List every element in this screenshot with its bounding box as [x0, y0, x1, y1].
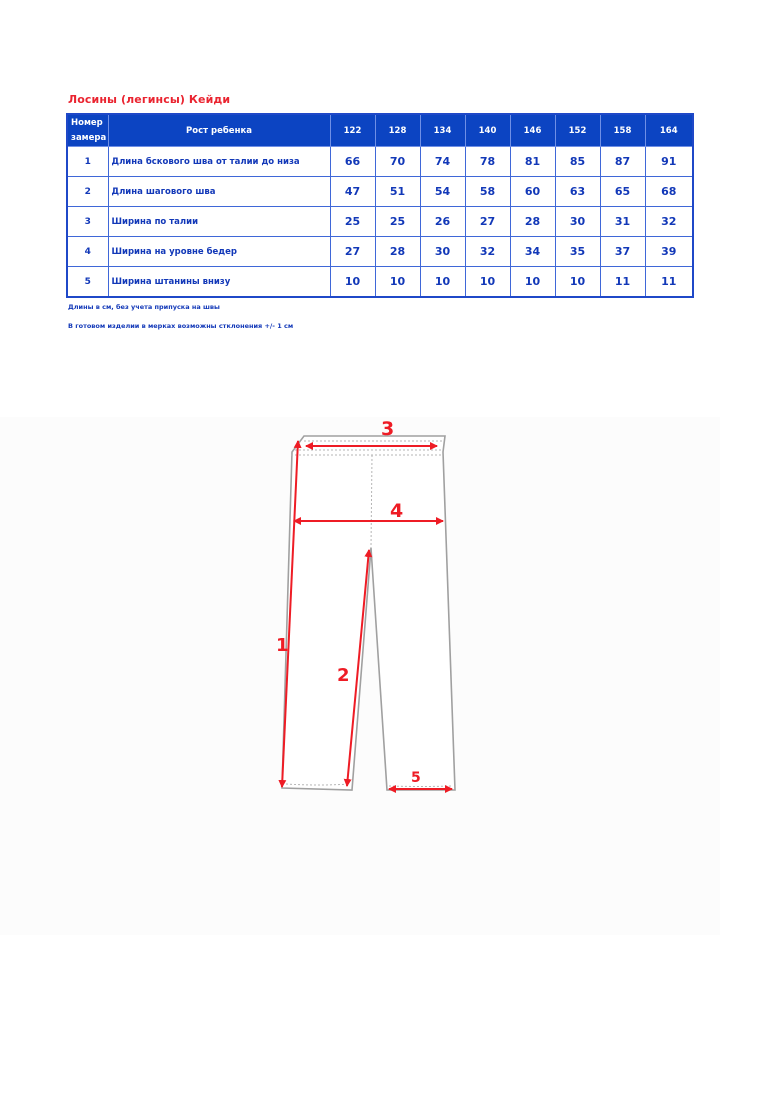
size-table	[66, 113, 694, 298]
measure-value: 91	[645, 147, 693, 177]
measure-value: 63	[555, 177, 600, 207]
measure-value: 54	[420, 177, 465, 207]
measure-value: 30	[555, 207, 600, 237]
measure-name: Ширина по талии	[108, 207, 330, 237]
measure-value: 70	[375, 147, 420, 177]
table-row	[67, 237, 693, 267]
measure-name: Ширина на уровне бедер	[108, 237, 330, 267]
measure-value: 34	[510, 237, 555, 267]
label-1: 1	[276, 635, 289, 656]
label-4: 4	[390, 500, 404, 522]
header-measure-number	[67, 114, 108, 147]
label-3: 3	[381, 418, 395, 440]
measure-value: 32	[645, 207, 693, 237]
measure-value: 31	[600, 207, 645, 237]
measure-value: 10	[510, 267, 555, 298]
measure-number: 1	[67, 147, 108, 177]
label-5: 5	[411, 770, 421, 786]
header-size: 146	[510, 114, 555, 147]
measure-name: Длина шагового шва	[108, 177, 330, 207]
header-num-line2: замера	[71, 132, 107, 143]
header-num-line1: Номер	[71, 117, 103, 128]
product-title: Лосины (легинсы) Кейди	[68, 93, 231, 106]
measure-value: 68	[645, 177, 693, 207]
header-size: 152	[555, 114, 600, 147]
measure-value: 25	[375, 207, 420, 237]
measure-value: 27	[465, 207, 510, 237]
measure-value: 35	[555, 237, 600, 267]
table-row	[67, 147, 693, 177]
measure-value: 10	[420, 267, 465, 298]
measure-value: 81	[510, 147, 555, 177]
measure-number: 3	[67, 207, 108, 237]
measure-value: 78	[465, 147, 510, 177]
measure-value: 74	[420, 147, 465, 177]
measure-value: 28	[375, 237, 420, 267]
pants-outline	[282, 436, 455, 790]
note-tolerance: В готовом изделии в мерках возможны стклонения +/- 1 см	[68, 322, 294, 330]
header-size: 128	[375, 114, 420, 147]
measure-value: 11	[645, 267, 693, 298]
measure-value: 25	[330, 207, 375, 237]
header-child-height: Рост ребенка	[108, 114, 330, 147]
measure-value: 47	[330, 177, 375, 207]
header-size: 134	[420, 114, 465, 147]
header-size: 164	[645, 114, 693, 147]
measure-value: 85	[555, 147, 600, 177]
table-row	[67, 177, 693, 207]
note-units: Длины в см, без учета припуска на швы	[68, 303, 220, 311]
measure-value: 30	[420, 237, 465, 267]
measure-number: 5	[67, 267, 108, 298]
measure-value: 10	[330, 267, 375, 298]
measure-value: 10	[465, 267, 510, 298]
measure-value: 10	[555, 267, 600, 298]
table-row	[67, 207, 693, 237]
header-size: 140	[465, 114, 510, 147]
diagram-panel	[0, 417, 720, 935]
measure-value: 58	[465, 177, 510, 207]
measure-value: 51	[375, 177, 420, 207]
measure-value: 28	[510, 207, 555, 237]
measure-value: 11	[600, 267, 645, 298]
pants-diagram	[0, 417, 720, 935]
measure-value: 27	[330, 237, 375, 267]
header-size: 158	[600, 114, 645, 147]
measure-value: 87	[600, 147, 645, 177]
measure-value: 26	[420, 207, 465, 237]
label-2: 2	[337, 665, 350, 686]
measure-value: 66	[330, 147, 375, 177]
measure-value: 10	[375, 267, 420, 298]
measure-number: 2	[67, 177, 108, 207]
table-row	[67, 267, 693, 298]
measure-value: 32	[465, 237, 510, 267]
measure-value: 37	[600, 237, 645, 267]
measure-name: Ширина штанины внизу	[108, 267, 330, 298]
measure-value: 39	[645, 237, 693, 267]
measure-number: 4	[67, 237, 108, 267]
measure-name: Длина бскового шва от талии до низа	[108, 147, 330, 177]
header-size: 122	[330, 114, 375, 147]
measure-value: 60	[510, 177, 555, 207]
header-row	[67, 114, 693, 147]
measure-value: 65	[600, 177, 645, 207]
